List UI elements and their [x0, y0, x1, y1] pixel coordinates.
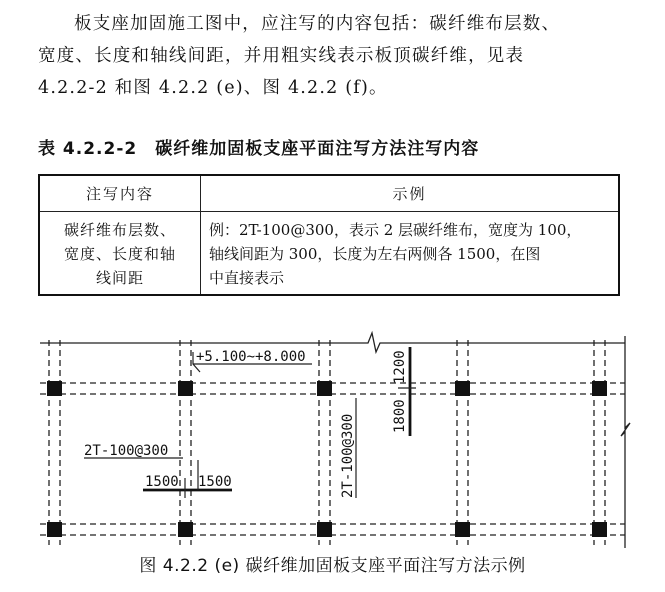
column: [317, 381, 332, 396]
left-length-left: 1500: [145, 474, 179, 490]
header-example: 示例: [201, 175, 620, 212]
column: [455, 522, 470, 537]
table-number: 表 4.2.2-2: [38, 139, 138, 159]
column: [178, 522, 193, 537]
cell-example-line: 例：2T-100@300，表示 2 层碳纤维布，宽度为 100，: [209, 221, 582, 239]
top-break-line: [40, 333, 625, 352]
columns: [47, 381, 607, 537]
right-length-bottom: 1800: [392, 399, 408, 433]
intro-line-3: 4.2.2-2 和图 4.2.2 (e)、图 4.2.2 (f)。: [38, 78, 388, 98]
left-length-right: 1500: [198, 474, 232, 490]
right-length-top: 1200: [392, 350, 408, 384]
column: [455, 381, 470, 396]
column: [592, 381, 607, 396]
column: [47, 381, 62, 396]
right-break-line: [621, 336, 630, 548]
figure-caption: 图 4.2.2 (e) 碳纤维加固板支座平面注写方法示例: [139, 556, 526, 576]
header-content: 注写内容: [39, 175, 201, 212]
column: [47, 522, 62, 537]
cell-example-line: 中直接表示: [209, 269, 285, 287]
column: [317, 522, 332, 537]
column: [178, 381, 193, 396]
cell-content-line: 宽度、长度和轴: [63, 245, 176, 263]
cell-example-line: 轴线间距为 300，长度为左右两侧各 1500，在图: [209, 245, 541, 263]
intro-line-2: 宽度、长度和轴线间距，并用粗实线表示板顶碳纤维，见表: [38, 46, 525, 66]
intro-line-1: 板支座加固施工图中，应注写的内容包括：碳纤维布层数、: [74, 14, 561, 34]
vertical-annotation-label: 2T-100@300: [340, 413, 356, 498]
table-title: 碳纤维加固板支座平面注写方法注写内容: [155, 139, 480, 159]
cell-content-line: 碳纤维布层数、: [63, 221, 176, 239]
column: [592, 522, 607, 537]
cell-content-line: 线间距: [95, 269, 144, 287]
elevation-label: +5.100~+8.000: [196, 349, 306, 365]
left-annotation-label: 2T-100@300: [84, 443, 169, 459]
